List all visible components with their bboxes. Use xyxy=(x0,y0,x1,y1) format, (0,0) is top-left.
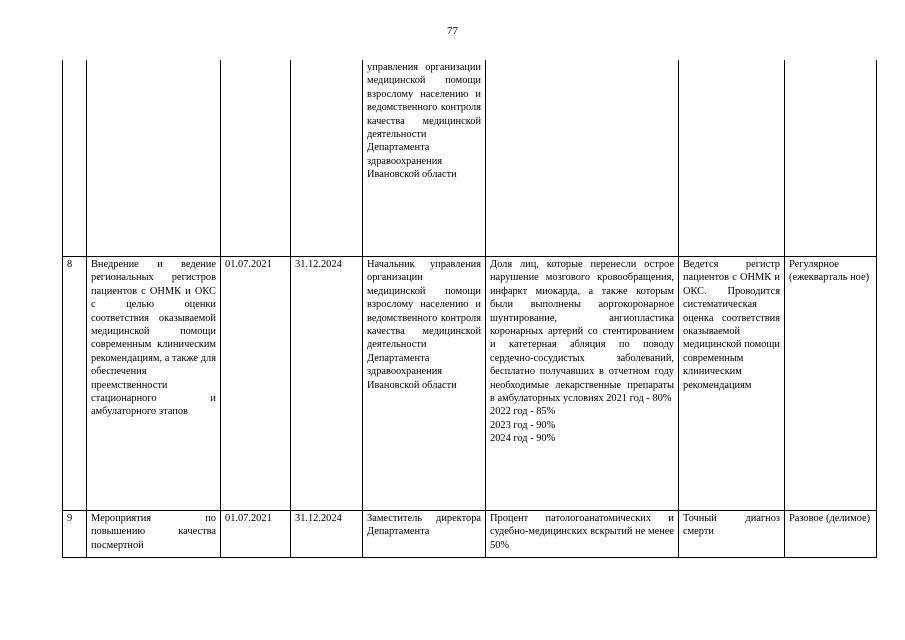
result-cell xyxy=(679,60,785,257)
row-number-cell xyxy=(63,60,87,257)
start-date-cell xyxy=(221,60,291,257)
periodicity-cell xyxy=(785,60,877,257)
table-row xyxy=(63,257,877,511)
responsible-cell: Заместитель директора Департамента xyxy=(363,511,486,558)
activity-cell xyxy=(87,60,221,257)
indicator-text: Доля лиц, которые перенесли острое нарушение мозгового кровообращения, инфаркт миокарда, а также которым были выполнены аортокоронарное шунтирование, ангиопластика коронарных артерий со стентированием и катетерная абляция по поводу сердечно-сосудистых заболеваний, бесплатно получавших в отчетном году необходимые лекарственные препараты в амбулаторных условиях 2021 год - 80% xyxy=(490,259,674,405)
page-number: 77 xyxy=(447,25,458,37)
row-number-cell: 8 xyxy=(63,257,87,511)
indicator-line-2022: 2022 год - 85% xyxy=(490,406,556,418)
table-row xyxy=(63,60,877,257)
periodicity-cell: Разовое (делимое) xyxy=(785,511,877,558)
end-date-cell: 31.12.2024 xyxy=(291,257,363,511)
indicator-cell xyxy=(486,257,679,511)
plan-table xyxy=(62,60,877,558)
responsible-cell: Начальник управления организации медицинской помощи взрослому населению и ведомственного контроля качества медицинской деятельности Департамента здравоохранения Ивановской области xyxy=(363,257,486,511)
start-date-cell: 01.07.2021 xyxy=(221,511,291,558)
start-date-cell: 01.07.2021 xyxy=(221,257,291,511)
result-cell: Точный диагноз смерти xyxy=(679,511,785,558)
indicator-cell xyxy=(486,60,679,257)
end-date-cell: 31.12.2024 xyxy=(291,511,363,558)
row-number-cell: 9 xyxy=(63,511,87,558)
periodicity-cell: Регулярное (ежекварталь ное) xyxy=(785,257,877,511)
indicator-line-2023: 2023 год - 90% xyxy=(490,419,556,431)
result-cell: Ведется регистр пациентов с ОНМК и ОКС. Проводится систематическая оценка соответствия оказываемой медицинской помощи современным клиническим рекомендациям xyxy=(679,257,785,511)
indicator-cell: Процент патологоанатомических и судебно-медицинских вскрытий не менее 50% xyxy=(486,511,679,558)
table-row xyxy=(63,511,877,558)
activity-cell: Мероприятия по повышению качества посмертной xyxy=(87,511,221,558)
activity-cell: Внедрение и ведение региональных регистров пациентов с ОНМК и ОКС с целью оценки соответствия оказываемой медицинской помощи современным клиническим рекомендациям, а также для обеспечения преемственности стационарного и амбулаторного этапов xyxy=(87,257,221,511)
indicator-line-2024: 2024 год - 90% xyxy=(490,433,556,445)
responsible-cell: управления организации медицинской помощи взрослому населению и ведомственного контроля качества медицинской деятельности Департамента здравоохранения Ивановской области xyxy=(363,60,486,257)
end-date-cell xyxy=(291,60,363,257)
